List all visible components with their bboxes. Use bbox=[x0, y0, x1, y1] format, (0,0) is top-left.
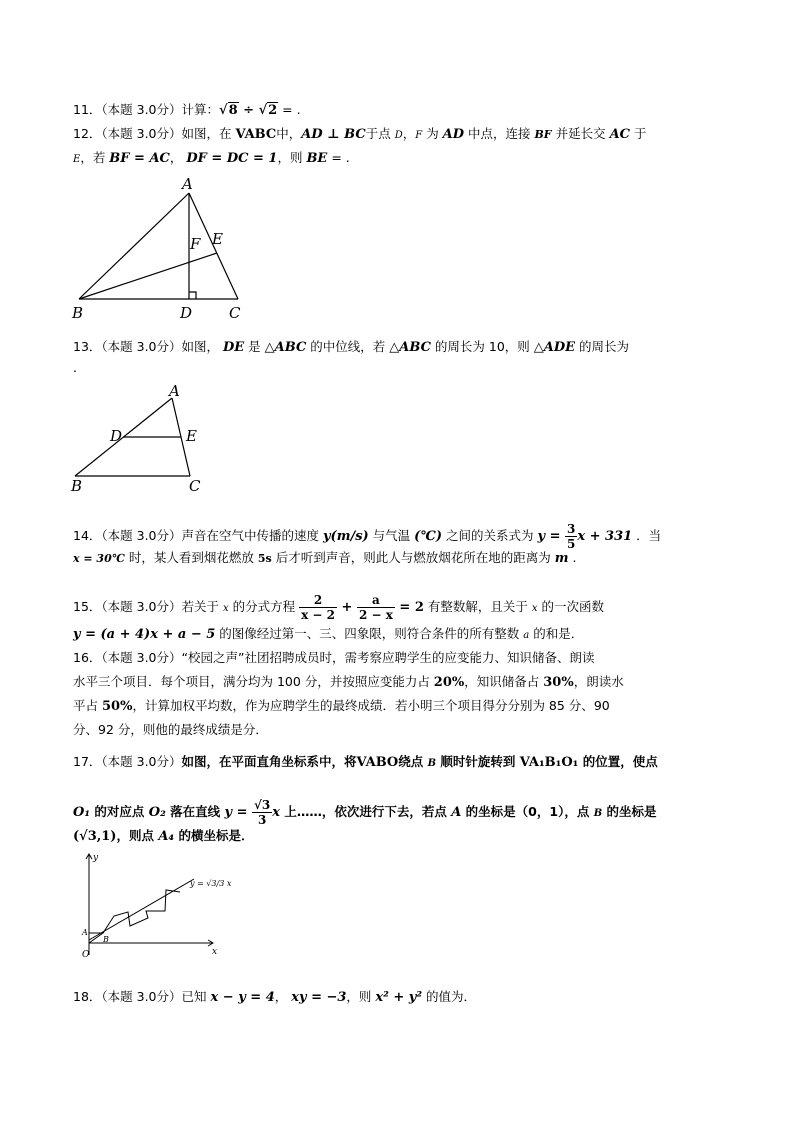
text: 的中位线，若 bbox=[306, 339, 390, 354]
rotated-triangles bbox=[103, 890, 180, 933]
question-12-line-2 bbox=[73, 148, 350, 170]
question-points: （本题 3.0分） bbox=[101, 339, 182, 354]
segment-label: BF bbox=[534, 128, 552, 141]
number: 85 bbox=[548, 698, 565, 713]
answer-blank: 的横坐标是． bbox=[174, 828, 254, 843]
answer-blank: 的值为． bbox=[422, 989, 477, 1004]
question-16-line-2 bbox=[73, 672, 624, 693]
text: 之间的关系式为 bbox=[442, 528, 538, 543]
question-number: 14． bbox=[73, 528, 102, 543]
question-15-line-1 bbox=[73, 593, 604, 622]
text: 是 bbox=[244, 339, 265, 354]
text: ，知识储备占 bbox=[464, 674, 544, 689]
figure-17-coordinate-plane bbox=[70, 850, 232, 962]
text: 的坐标是（0，1），点 bbox=[461, 804, 594, 819]
question-13-line-2 bbox=[73, 358, 77, 378]
right-angle-mark bbox=[189, 292, 196, 299]
question-13-line-1 bbox=[73, 337, 629, 358]
question-17-line-3 bbox=[73, 826, 253, 847]
label-f: F bbox=[190, 235, 201, 253]
question-points: （本题 3.0分） bbox=[101, 650, 182, 665]
segment-label: DE bbox=[223, 340, 245, 355]
fraction: $\frac{a}{2 - x}$ bbox=[358, 593, 393, 622]
text: 的分式方程 bbox=[228, 599, 300, 614]
triangle-label: VABC bbox=[235, 127, 277, 142]
text: “校园之声”社团招聘成员时，需考察应聘学生的应变能力、知识储备、朗读 bbox=[181, 650, 595, 665]
text: 顺时针旋转到 bbox=[436, 754, 520, 769]
point-label: O₁ bbox=[73, 805, 91, 820]
number: 90 bbox=[593, 698, 610, 713]
math-expression: y(m/s) bbox=[323, 529, 369, 544]
answer-blank: = . bbox=[327, 150, 350, 165]
point-label: D bbox=[394, 130, 403, 141]
question-14-line-2 bbox=[73, 548, 576, 569]
point-label: O₂ bbox=[148, 805, 166, 820]
text: ，则 bbox=[346, 989, 376, 1004]
math-expression: = 2 bbox=[394, 600, 424, 615]
label-e: E bbox=[212, 230, 223, 248]
math-expression: DF = DC = 1 bbox=[186, 151, 278, 166]
point-label: A₄ bbox=[158, 829, 175, 844]
math-expression: AD ⊥ BC bbox=[301, 127, 366, 142]
question-12-line-1 bbox=[73, 124, 646, 146]
unit-label: m bbox=[554, 551, 569, 566]
text: 的图像经过第一、三、四象限，则符合条件的所有整数 bbox=[215, 626, 524, 641]
text: ，计算加权平均数，作为应聘学生的最终成绩．若小明三个项目得分分别为 bbox=[132, 698, 549, 713]
triangle-label: VA₁B₁O₁ bbox=[519, 755, 579, 770]
text: 并延长交 bbox=[551, 126, 610, 141]
question-number: 17． bbox=[73, 754, 102, 769]
question-number: 16． bbox=[73, 650, 102, 665]
y-axis-label: y bbox=[93, 853, 99, 863]
text: 的位置，使点 bbox=[578, 754, 658, 769]
math-expression: x − y = 4 bbox=[210, 990, 275, 1005]
point-label: B bbox=[427, 758, 437, 769]
question-11 bbox=[73, 100, 301, 121]
question-number: 18． bbox=[73, 989, 102, 1004]
prompt-text: 计算： bbox=[181, 102, 220, 117]
math-expression: xy = −3 bbox=[291, 990, 347, 1005]
percentage: 20% bbox=[433, 675, 465, 690]
question-number: 15． bbox=[73, 599, 102, 614]
question-17-line-2 bbox=[73, 798, 657, 827]
text: 水平三个项目．每个项目，满分均为 bbox=[73, 674, 277, 689]
operator: + bbox=[337, 600, 357, 615]
triangle-label: VABO bbox=[356, 755, 399, 770]
question-points: （本题 3.0分） bbox=[101, 599, 182, 614]
text: 声音在空气中传播的速度 bbox=[181, 528, 323, 543]
text: ， bbox=[402, 126, 416, 141]
text: 的周长为 10，则 bbox=[430, 339, 534, 354]
answer-blank: . bbox=[568, 550, 577, 565]
text: 分，并按照应变能力占 bbox=[300, 674, 434, 689]
text: 如图，在 bbox=[181, 126, 236, 141]
fraction: $\frac{3}{5}$ bbox=[566, 522, 576, 551]
answer-blank: = . bbox=[278, 102, 301, 117]
answer-blank: 分，则他的最终成绩是分． bbox=[113, 722, 268, 737]
text: 如图， bbox=[181, 339, 223, 354]
text: 分、 bbox=[564, 698, 594, 713]
text: 于 bbox=[630, 126, 647, 141]
question-17-line-1 bbox=[73, 752, 658, 774]
segment-label: BE bbox=[306, 151, 328, 166]
question-points: （本题 3.0分） bbox=[101, 102, 182, 117]
text: 分、 bbox=[73, 722, 99, 737]
triangle-abo bbox=[89, 933, 103, 943]
text: 有整数解，且关于 bbox=[423, 599, 532, 614]
point-label: F bbox=[415, 130, 423, 141]
text: 中， bbox=[276, 126, 302, 141]
question-number: 13． bbox=[73, 339, 102, 354]
variable: x bbox=[531, 603, 538, 614]
variable: a bbox=[523, 630, 530, 641]
question-points: （本题 3.0分） bbox=[101, 989, 182, 1004]
number: 100 bbox=[276, 674, 301, 689]
label-e: E bbox=[186, 427, 197, 445]
text: ， bbox=[169, 150, 187, 165]
figure-12-triangle bbox=[66, 175, 256, 325]
text: 若关于 bbox=[181, 599, 223, 614]
segment-label: AD bbox=[442, 127, 465, 142]
math-expression: x + 331 bbox=[577, 529, 633, 544]
label-d: D bbox=[180, 304, 193, 322]
text: ，则 bbox=[277, 150, 307, 165]
text: 的对应点 bbox=[90, 804, 149, 819]
text: 的一次函数 bbox=[537, 599, 604, 614]
label-a: A bbox=[169, 382, 180, 400]
math-expression: BF = AC bbox=[109, 151, 170, 166]
question-16-line-4 bbox=[73, 720, 268, 740]
question-points: （本题 3.0分） bbox=[101, 528, 182, 543]
text: ，朗读水 bbox=[573, 674, 624, 689]
text: 后才听到声音，则此人与燃放烟花所在地的距离为 bbox=[271, 550, 555, 565]
math-expression: (℃) bbox=[414, 529, 443, 544]
math-expression: 5s bbox=[257, 552, 272, 565]
x-axis-label: x bbox=[212, 947, 218, 957]
math-expression: √8 ÷ √2 bbox=[219, 103, 278, 118]
text: ， bbox=[274, 989, 292, 1004]
text: 的周长为 bbox=[575, 339, 630, 354]
point-b-label: B bbox=[103, 935, 109, 944]
text: 中点，连接 bbox=[464, 126, 535, 141]
triangle-label: △ABC bbox=[264, 340, 307, 355]
question-points: （本题 3.0分） bbox=[101, 754, 182, 769]
percentage: 30% bbox=[543, 675, 574, 690]
math-expression: y = (a + 4)x + a − 5 bbox=[73, 627, 216, 642]
label-b: B bbox=[71, 477, 83, 495]
answer-blank: . bbox=[73, 360, 77, 375]
text: 与气温 bbox=[368, 528, 415, 543]
triangle-label: △ABC bbox=[389, 340, 431, 355]
question-16-line-1 bbox=[73, 648, 594, 668]
text: 于点 bbox=[365, 126, 395, 141]
text: 为 bbox=[422, 126, 443, 141]
point-a-label: A bbox=[82, 928, 88, 937]
question-number: 11． bbox=[73, 102, 102, 117]
math-expression: x = 30℃ bbox=[73, 552, 125, 565]
variable: x bbox=[272, 805, 281, 820]
number: 92 bbox=[98, 722, 114, 737]
text: 的坐标是 bbox=[602, 804, 657, 819]
point-label: B bbox=[593, 808, 603, 819]
question-points: （本题 3.0分） bbox=[101, 126, 182, 141]
math-expression: x² + y² bbox=[375, 990, 423, 1005]
answer-blank: 的和是． bbox=[529, 626, 584, 641]
text: 平占 bbox=[73, 698, 102, 713]
side-ab bbox=[79, 193, 189, 299]
text: 落在直线 bbox=[165, 804, 225, 819]
text: 上……，依次进行下去，若点 bbox=[280, 804, 452, 819]
label-b: B bbox=[72, 304, 84, 322]
label-d: D bbox=[110, 427, 123, 445]
text: ．当 bbox=[632, 528, 662, 543]
text: ，若 bbox=[80, 150, 110, 165]
text: ，则点 bbox=[116, 828, 159, 843]
math-expression: y = bbox=[224, 805, 252, 820]
fraction: $\frac{2}{x - 2}$ bbox=[301, 593, 336, 622]
text: 如图，在平面直角坐标系中，将 bbox=[181, 754, 357, 769]
label-c: C bbox=[229, 304, 241, 322]
triangle-label: △ADE bbox=[533, 340, 576, 355]
text: 绕点 bbox=[398, 754, 428, 769]
math-expression: y = bbox=[537, 529, 565, 544]
question-14-line-1 bbox=[73, 522, 661, 551]
question-18 bbox=[73, 987, 476, 1008]
question-number: 12． bbox=[73, 126, 102, 141]
segment-label: AC bbox=[609, 127, 630, 142]
percentage: 50% bbox=[101, 699, 133, 714]
text: 已知 bbox=[181, 989, 211, 1004]
question-15-line-2 bbox=[73, 624, 583, 646]
text: 时，某人看到烟花燃放 bbox=[124, 550, 258, 565]
origin-label: O bbox=[82, 950, 90, 960]
point-label: E bbox=[73, 154, 81, 165]
label-c: C bbox=[189, 477, 201, 495]
label-a: A bbox=[182, 175, 193, 193]
figure-13-triangle bbox=[66, 383, 216, 495]
variable: x bbox=[223, 603, 229, 614]
fraction: $\frac{√3}{3}$ bbox=[254, 798, 271, 827]
math-expression: (√3,1) bbox=[73, 829, 117, 844]
line-equation-label: y = √3/3 x bbox=[190, 879, 232, 888]
question-16-line-3 bbox=[73, 696, 610, 717]
point-label: A bbox=[451, 805, 462, 820]
